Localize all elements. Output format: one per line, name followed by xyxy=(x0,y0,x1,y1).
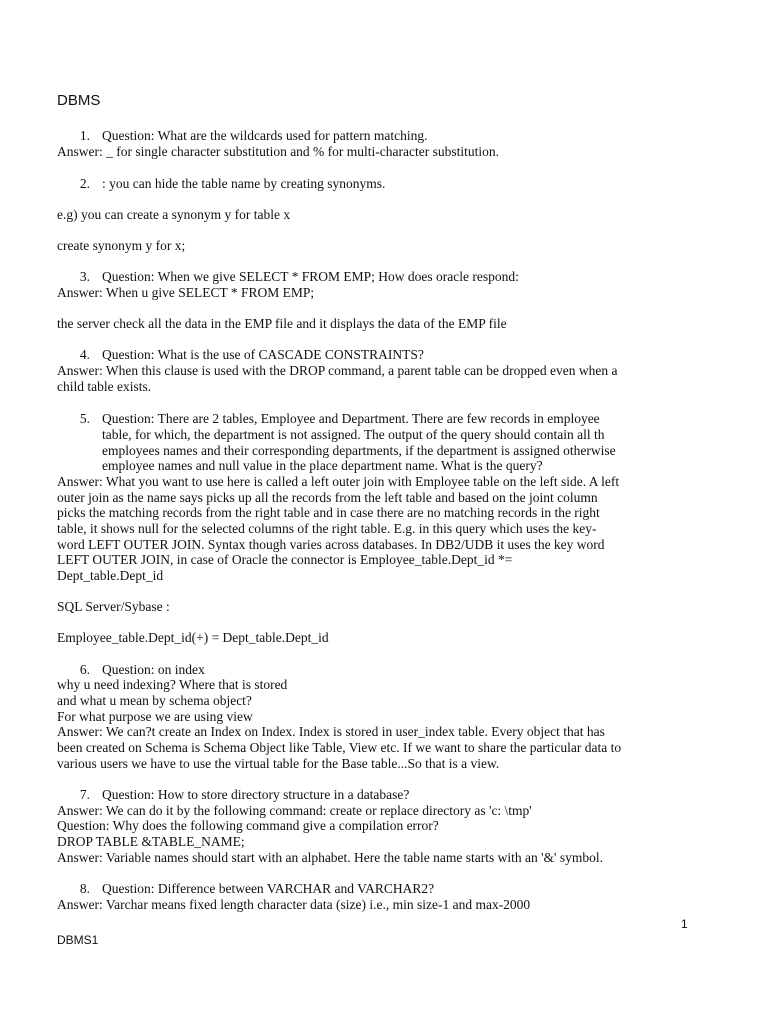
question-text: Question: There are 2 tables, Employee and Department. There are few records in employee xyxy=(102,411,600,426)
answer-text: table, it shows null for the selected columns of the right table. E.g. in this query which uses the key- xyxy=(57,521,597,536)
paragraph-text: create synonym y for x; xyxy=(57,238,186,253)
page-footer: DBMS1 xyxy=(57,933,99,947)
paragraph-text: SQL Server/Sybase : xyxy=(57,599,170,614)
paragraph-text: the server check all the data in the EMP file and it displays the data of the EMP file xyxy=(57,316,507,331)
item-number: 2. xyxy=(79,176,90,191)
question-text: Question: Why does the following command give a compilation error? xyxy=(57,818,439,833)
question-text: Question: What is the use of CASCADE CONSTRAINTS? xyxy=(102,347,424,362)
answer-text: picks the matching records from the right table and in case there are no matching records in the right xyxy=(57,505,600,520)
answer-text: outer join as the name says picks up all the records from the left table and based on the joint column xyxy=(57,490,598,505)
answer-text: Answer: Varchar means fixed length character data (size) i.e., min size-1 and max-2000 xyxy=(57,897,531,912)
question-text: employee names and null value in the place department name. What is the query? xyxy=(102,458,543,473)
item-number: 8. xyxy=(79,881,90,896)
item-number: 1. xyxy=(79,128,90,143)
answer-text: Answer: Variable names should start with an alphabet. Here the table name starts with an '&' symbol. xyxy=(57,850,603,865)
answer-text: word LEFT OUTER JOIN. Syntax though varies across databases. In DB2/UDB it uses the key word xyxy=(57,537,605,552)
answer-text: Answer: _ for single character substitution and % for multi-character substitution. xyxy=(57,144,500,159)
question-text: employees names and their corresponding departments, if the department is assigned otherwise xyxy=(102,443,616,458)
answer-text: child table exists. xyxy=(57,379,152,394)
question-text: table, for which, the department is not assigned. The output of the query should contain all th xyxy=(102,427,605,442)
item-number: 6. xyxy=(79,662,90,677)
question-text: Question: How to store directory structure in a database? xyxy=(102,787,410,802)
page-number: 1 xyxy=(681,917,688,931)
answer-text: various users we have to use the virtual table for the Base table...So that is a view. xyxy=(57,756,500,771)
question-text: Question: When we give SELECT * FROM EMP; How does oracle respond: xyxy=(102,269,519,284)
question-text: Question: on index xyxy=(102,662,205,677)
item-number: 4. xyxy=(79,347,90,362)
item-number: 5. xyxy=(79,411,90,426)
code-text: DROP TABLE &TABLE_NAME; xyxy=(57,834,245,849)
answer-text: Dept_table.Dept_id xyxy=(57,568,164,583)
item-number: 3. xyxy=(79,269,90,284)
paragraph-text: e.g) you can create a synonym y for table x xyxy=(57,207,291,222)
question-text: For what purpose we are using view xyxy=(57,709,253,724)
question-text: why u need indexing? Where that is stored xyxy=(57,677,288,692)
answer-text: Answer: We can?t create an Index on Index. Index is stored in user_index table. Every object that has xyxy=(57,724,605,739)
question-text: and what u mean by schema object? xyxy=(57,693,252,708)
answer-text: Answer: We can do it by the following command: create or replace directory as 'c: \tmp' xyxy=(57,803,532,818)
answer-text: Answer: What you want to use here is called a left outer join with Employee table on the left side. A left xyxy=(57,474,620,489)
answer-text: Answer: When u give SELECT * FROM EMP; xyxy=(57,285,315,300)
item-number: 7. xyxy=(79,787,90,802)
question-text: Question: Difference between VARCHAR and VARCHAR2? xyxy=(102,881,435,896)
answer-text: Answer: When this clause is used with the DROP command, a parent table can be dropped even when a xyxy=(57,363,618,378)
paragraph-text: Employee_table.Dept_id(+) = Dept_table.Dept_id xyxy=(57,630,329,645)
answer-text: been created on Schema is Schema Object like Table, View etc. If we want to share the particular data to xyxy=(57,740,622,755)
question-text: Question: What are the wildcards used for pattern matching. xyxy=(102,128,428,143)
question-text: : you can hide the table name by creating synonyms. xyxy=(102,176,386,191)
answer-text: LEFT OUTER JOIN, in case of Oracle the connector is Employee_table.Dept_id *= xyxy=(57,552,513,567)
document-title: DBMS xyxy=(57,92,101,109)
